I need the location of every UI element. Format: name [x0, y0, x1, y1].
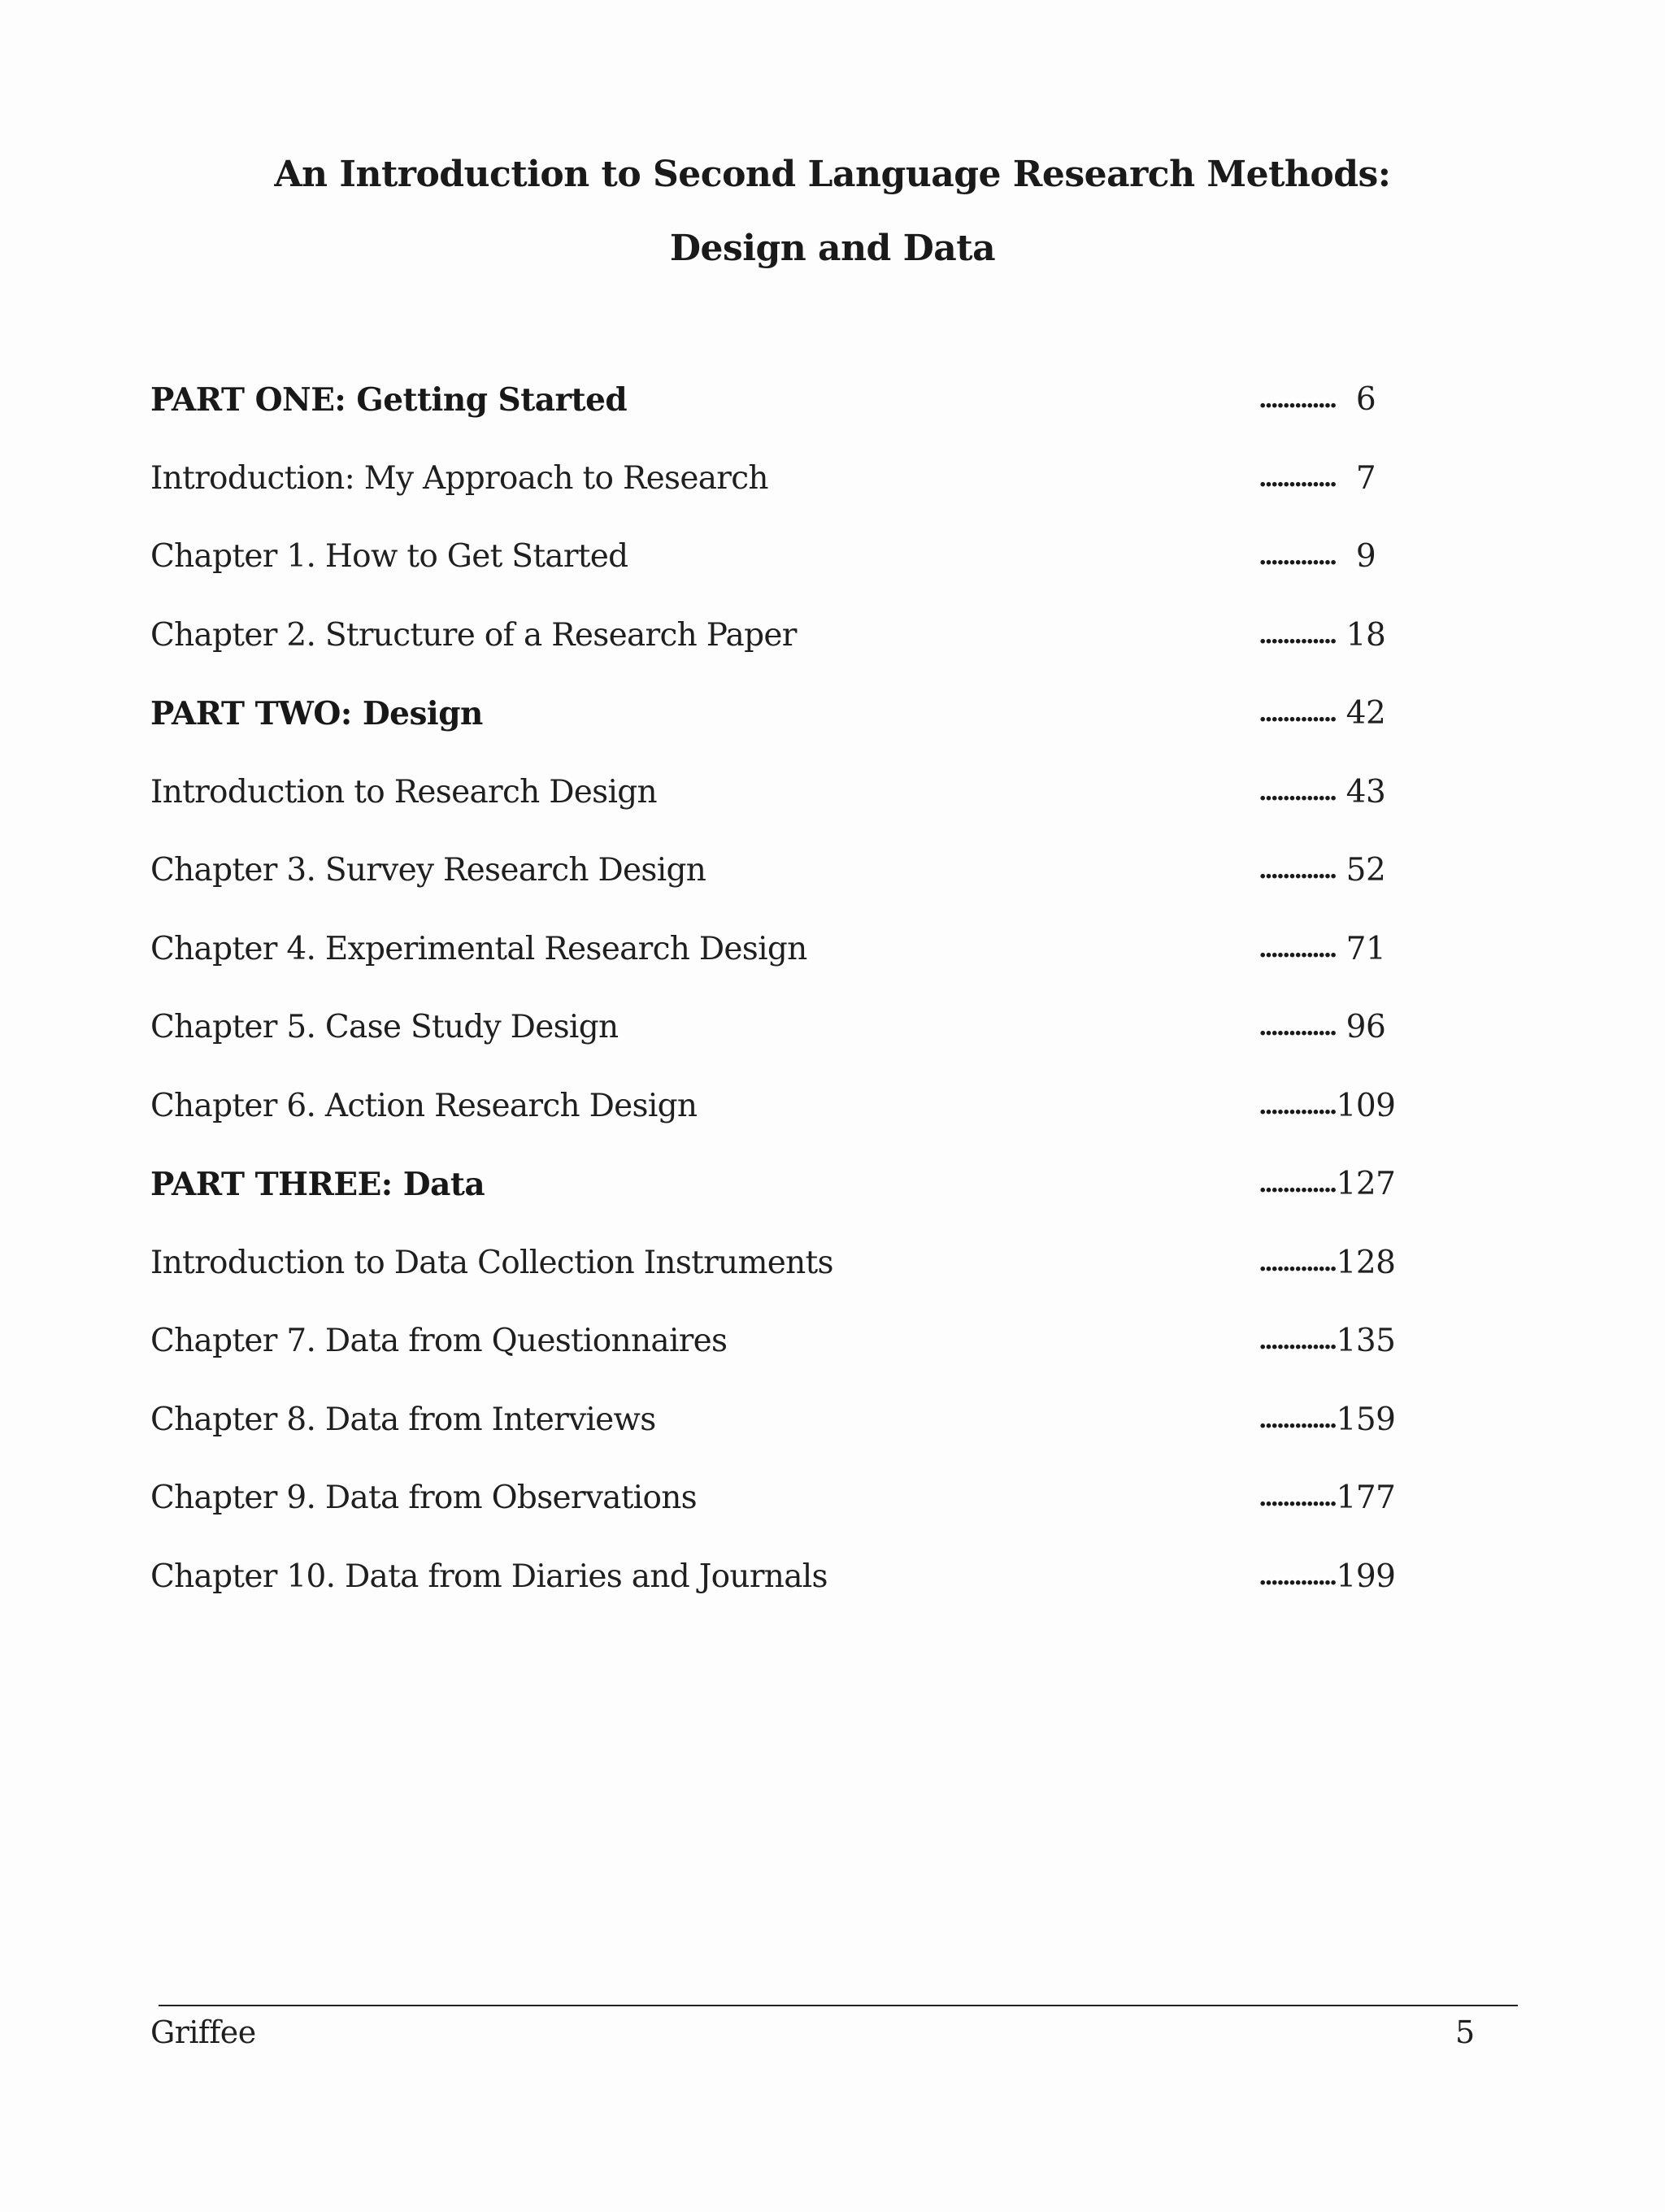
toc-page-number: 42	[1345, 695, 1386, 732]
toc-entry-title: Chapter 2. Structure of a Research Paper	[150, 616, 797, 654]
toc-page-number: 43	[1345, 773, 1386, 810]
toc-entry	[150, 1553, 1419, 1632]
toc-entry	[150, 1474, 1419, 1553]
toc-entry	[150, 846, 1419, 925]
book-title: An Introduction to Second Language Research Methods:	[274, 154, 1391, 195]
toc-entry	[150, 454, 1419, 533]
toc-entry	[150, 532, 1419, 611]
toc-entry	[150, 925, 1419, 1004]
toc-entry-title: Chapter 7. Data from Questionnaires	[150, 1323, 728, 1359]
toc-page-number: 96	[1345, 1009, 1386, 1045]
toc-page-number: 7	[1355, 459, 1376, 497]
toc-dot-leader: .............	[1259, 856, 1336, 884]
toc-entry-title: Introduction to Research Design	[150, 773, 657, 810]
table-of-contents	[150, 376, 1419, 1631]
toc-entry	[150, 1003, 1419, 1082]
toc-dot-leader: .............	[1259, 542, 1336, 571]
toc-entry-title: Chapter 4. Experimental Research Design	[150, 930, 807, 967]
toc-entry	[150, 611, 1419, 690]
toc-dot-leader: .............	[1259, 620, 1336, 650]
toc-dot-leader: .............	[1259, 1484, 1336, 1512]
footer-author: Griffee	[150, 2014, 256, 2050]
toc-page-number: 159	[1336, 1401, 1396, 1438]
toc-entry-title: Chapter 5. Case Study Design	[150, 1009, 619, 1045]
toc-page-number: 109	[1336, 1087, 1396, 1124]
toc-dot-leader: .............	[1259, 1327, 1336, 1355]
toc-entry-title: Introduction: My Approach to Research	[150, 459, 768, 497]
footer-divider	[159, 2005, 1518, 2006]
toc-entry	[150, 1317, 1419, 1396]
toc-entry	[150, 1396, 1419, 1475]
toc-dot-leader: .............	[1259, 1405, 1336, 1434]
toc-entry-title: Chapter 9. Data from Observations	[150, 1480, 697, 1516]
toc-page-number: 9	[1355, 538, 1376, 575]
toc-dot-leader: .............	[1259, 1170, 1336, 1198]
toc-entry-title: Introduction to Data Collection Instruments	[150, 1244, 833, 1281]
toc-page-number: 18	[1345, 616, 1386, 654]
toc-page-number: 71	[1345, 930, 1386, 967]
toc-entry-title: Chapter 8. Data from Interviews	[150, 1401, 656, 1438]
toc-dot-leader: .............	[1259, 934, 1336, 963]
toc-page-number: 177	[1336, 1480, 1396, 1516]
toc-entry	[150, 768, 1419, 847]
footer-page-number: 5	[1455, 2014, 1476, 2050]
toc-entry-title: Chapter 3. Survey Research Design	[150, 852, 706, 889]
book-subtitle: Design and Data	[669, 228, 996, 269]
toc-page-number: 128	[1336, 1244, 1396, 1281]
toc-dot-leader: .............	[1259, 1013, 1336, 1041]
toc-dot-leader: .............	[1259, 463, 1336, 493]
toc-part-heading	[150, 1160, 1419, 1239]
toc-dot-leader: .............	[1259, 1248, 1336, 1277]
toc-entry-title: Chapter 6. Action Research Design	[150, 1087, 698, 1124]
toc-dot-leader: .............	[1259, 385, 1336, 414]
toc-entry	[150, 1082, 1419, 1161]
toc-part-heading	[150, 376, 1419, 454]
toc-page-number: 199	[1336, 1558, 1396, 1595]
toc-page-number: 135	[1336, 1323, 1396, 1359]
toc-page-number: 52	[1345, 852, 1386, 889]
toc-page-number: 6	[1355, 381, 1376, 418]
toc-entry-title: Chapter 10. Data from Diaries and Journals	[150, 1558, 828, 1595]
toc-entry-title: PART THREE: Data	[150, 1166, 485, 1203]
toc-dot-leader: .............	[1259, 1562, 1336, 1591]
toc-entry-title: PART ONE: Getting Started	[150, 381, 628, 419]
toc-entry	[150, 1239, 1419, 1318]
toc-dot-leader: .............	[1259, 699, 1336, 728]
toc-entry-title: Chapter 1. How to Get Started	[150, 538, 628, 575]
toc-part-heading	[150, 689, 1419, 768]
toc-entry-title: PART TWO: Design	[150, 695, 483, 732]
toc-dot-leader: .............	[1259, 1091, 1336, 1120]
toc-dot-leader: .............	[1259, 777, 1336, 806]
toc-page-number: 127	[1336, 1166, 1396, 1202]
